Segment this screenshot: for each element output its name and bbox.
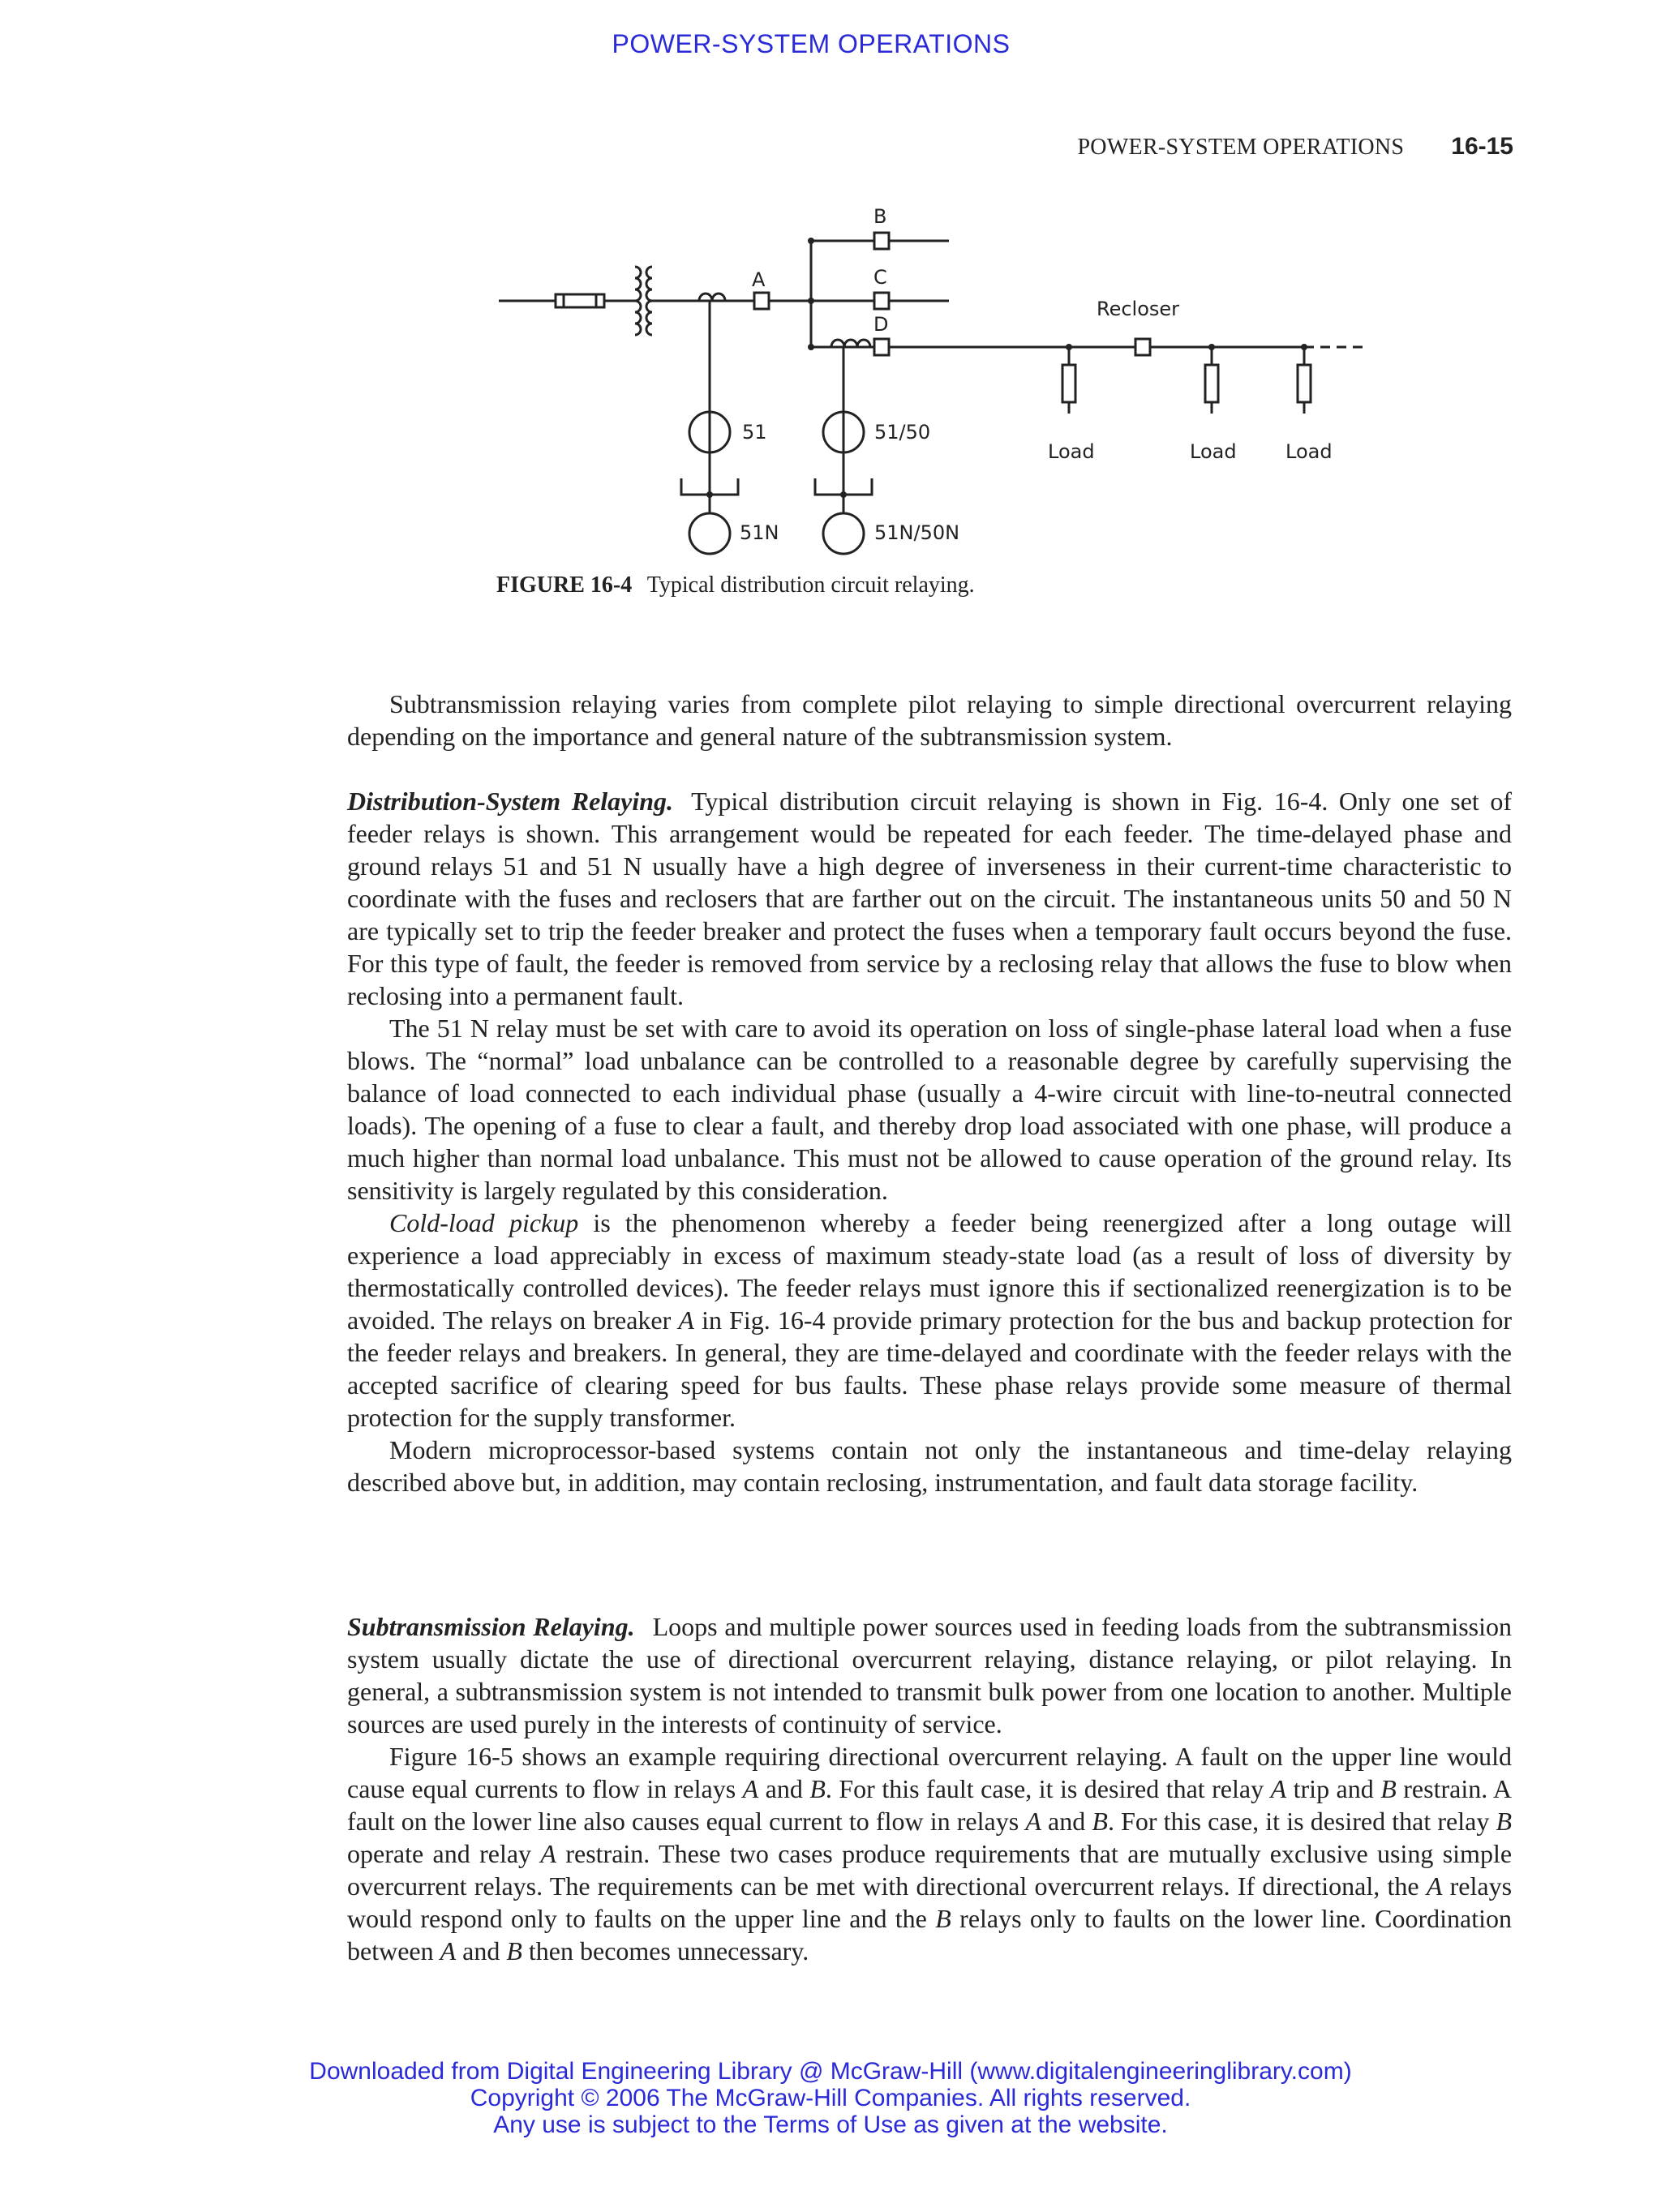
paragraph-intro: Subtransmission relaying varies from complete pilot relaying to simple directional overcurrent relaying depending on the importance and general nature of the subtransmission system.: [347, 689, 1512, 751]
label-relay-51n: 51N: [740, 521, 779, 544]
label-breaker-a: A: [752, 268, 766, 291]
footer-terms-line: Any use is subject to the Terms of Use as given at the website.: [493, 2111, 1168, 2138]
paragraph-distribution-3: Cold-load pickup is the phenomenon whereby a feeder being reenergized after a long outage will experience a load appreciably in excess of maximum steady-state load (as a result of loss of diversity by thermostatically controlled devices). The feeder relays must ignore this if sectionalized reenergization is to be avoided. The relays on breaker A in Fig. 16-4 provide primary protection for the bus and backup protection for the feeder relays and breakers. In general, they are time-delayed and coordinate with the feeder relays with the accepted sacrifice of clearing speed for bus faults. These phase relays provide some measure of thermal protection for the supply transformer.: [347, 1208, 1513, 1432]
breaker-d: [874, 339, 889, 355]
section-heading-subtransmission: Subtransmission Relaying.: [347, 1612, 635, 1641]
running-head: [1077, 133, 1513, 161]
figure-16-4: [479, 199, 1387, 555]
figure-caption: [496, 572, 975, 598]
figure-caption-label: FIGURE 16-4: [496, 572, 633, 598]
library-banner: POWER-SYSTEM OPERATIONS: [612, 29, 1011, 58]
label-breaker-c: C: [873, 266, 887, 289]
paragraph-subtransmission-1: Subtransmission Relaying. Loops and multiple power sources used in feeding loads from the subtransmission system usually dictate the use of directional overcurrent relaying, distance relaying, or pilot relaying. In general, a subtransmission system is not intended to transmit bulk power from one location to another. Multiple sources are used purely in the interests of continuity of service.: [347, 1612, 1513, 1738]
label-load-3: Load: [1285, 440, 1333, 463]
label-relay-51-50: 51/50: [874, 421, 931, 444]
term-cold-load-pickup: Cold-load pickup: [389, 1208, 579, 1237]
breaker-c: [874, 293, 889, 309]
paragraph-distribution-2: The 51 N relay must be set with care to avoid its operation on loss of single-phase lateral load when a fuse blows. The “normal” load unbalance can be controlled to a reasonable degree by carefully supervising the balance of load connected to each individual phase (usually a 4-wire circuit with line-to-neutral connected loads). The opening of a fuse to clear a fault, and thereby drop load associated with one phase, will produce a much higher than normal load unbalance. This must not be allowed to cause operation of the ground relay. Its sensitivity is largely regulated by this consideration.: [347, 1014, 1512, 1205]
copyright-footer: [0, 2058, 1661, 2138]
load-fuse-2: [1205, 365, 1218, 402]
transformer-primary: [635, 267, 641, 335]
breaker-a: [754, 293, 769, 309]
relay-51n-50n: [823, 513, 864, 554]
distribution-relaying-diagram: [479, 199, 1387, 555]
label-relay-51: 51: [742, 421, 767, 444]
section-heading-distribution: Distribution-System Relaying.: [347, 787, 674, 816]
load-fuse-3: [1298, 365, 1311, 402]
transformer-secondary: [646, 267, 652, 335]
figure-caption-text: Typical distribution circuit relaying.: [646, 572, 975, 598]
breaker-b: [874, 233, 889, 249]
paragraph-distribution-1: Distribution-System Relaying. Typical distribution circuit relaying is shown in Fig. 16-4. Only one set of feeder relays is shown. This arrangement would be repeated for each feeder. The time-delayed phase and ground relays 51 and 51 N usually have a high degree of inverseness in their current-time characteristic to coordinate with the fuses and reclosers that are farther out on the circuit. The instantaneous units 50 and 50 N are typically set to trip the feeder breaker and protect the fuses when a temporary fault occurs beyond the fuse. For this type of fault, the feeder is removed from service by a reclosing relay that allows the fuse to blow when reclosing into a permanent fault.: [347, 787, 1513, 1010]
paragraph-distribution-4: Modern microprocessor-based systems contain not only the instantaneous and time-delay relaying described above but, in addition, may contain reclosing, instrumentation, and fault data storage facility.: [347, 1435, 1512, 1497]
page-number: 16-15: [1451, 133, 1513, 160]
intro-block: [347, 688, 1512, 752]
label-recloser: Recloser: [1097, 298, 1180, 320]
subtransmission-section: [347, 1610, 1512, 1967]
label-load-1: Load: [1048, 440, 1095, 463]
paragraph-subtransmission-2: Figure 16-5 shows an example requiring directional overcurrent relaying. A fault on the upper line would cause equal currents to flow in relays A and B. For this fault case, it is desired that relay A trip and B restrain. A fault on the lower line also causes equal current to flow in relays A and B. For this case, it is desired that relay B operate and relay A restrain. These two cases produce requirements that are mutually exclusive using simple overcurrent relays. The requirements can be met with directional overcurrent relays. If directional, the A relays would respond only to faults on the upper line and the B relays only to faults on the lower line. Coordination between A and B then becomes unnecessary.: [347, 1742, 1513, 1966]
distribution-section: [347, 785, 1512, 1498]
load-fuse-1: [1062, 365, 1075, 402]
running-head-title: POWER-SYSTEM OPERATIONS: [1077, 135, 1405, 160]
label-relay-51n-50n: 51N/50N: [874, 521, 960, 544]
footer-copyright-line: Copyright © 2006 The McGraw-Hill Companies. All rights reserved.: [470, 2085, 1191, 2111]
label-breaker-d: D: [873, 313, 889, 336]
label-breaker-b: B: [873, 205, 887, 228]
label-load-2: Load: [1190, 440, 1237, 463]
footer-download-line: Downloaded from Digital Engineering Library @ McGraw-Hill (www.digitalengineeringlibrary.com): [309, 2058, 1352, 2085]
recloser-box: [1135, 339, 1150, 355]
relay-51n: [689, 513, 730, 554]
